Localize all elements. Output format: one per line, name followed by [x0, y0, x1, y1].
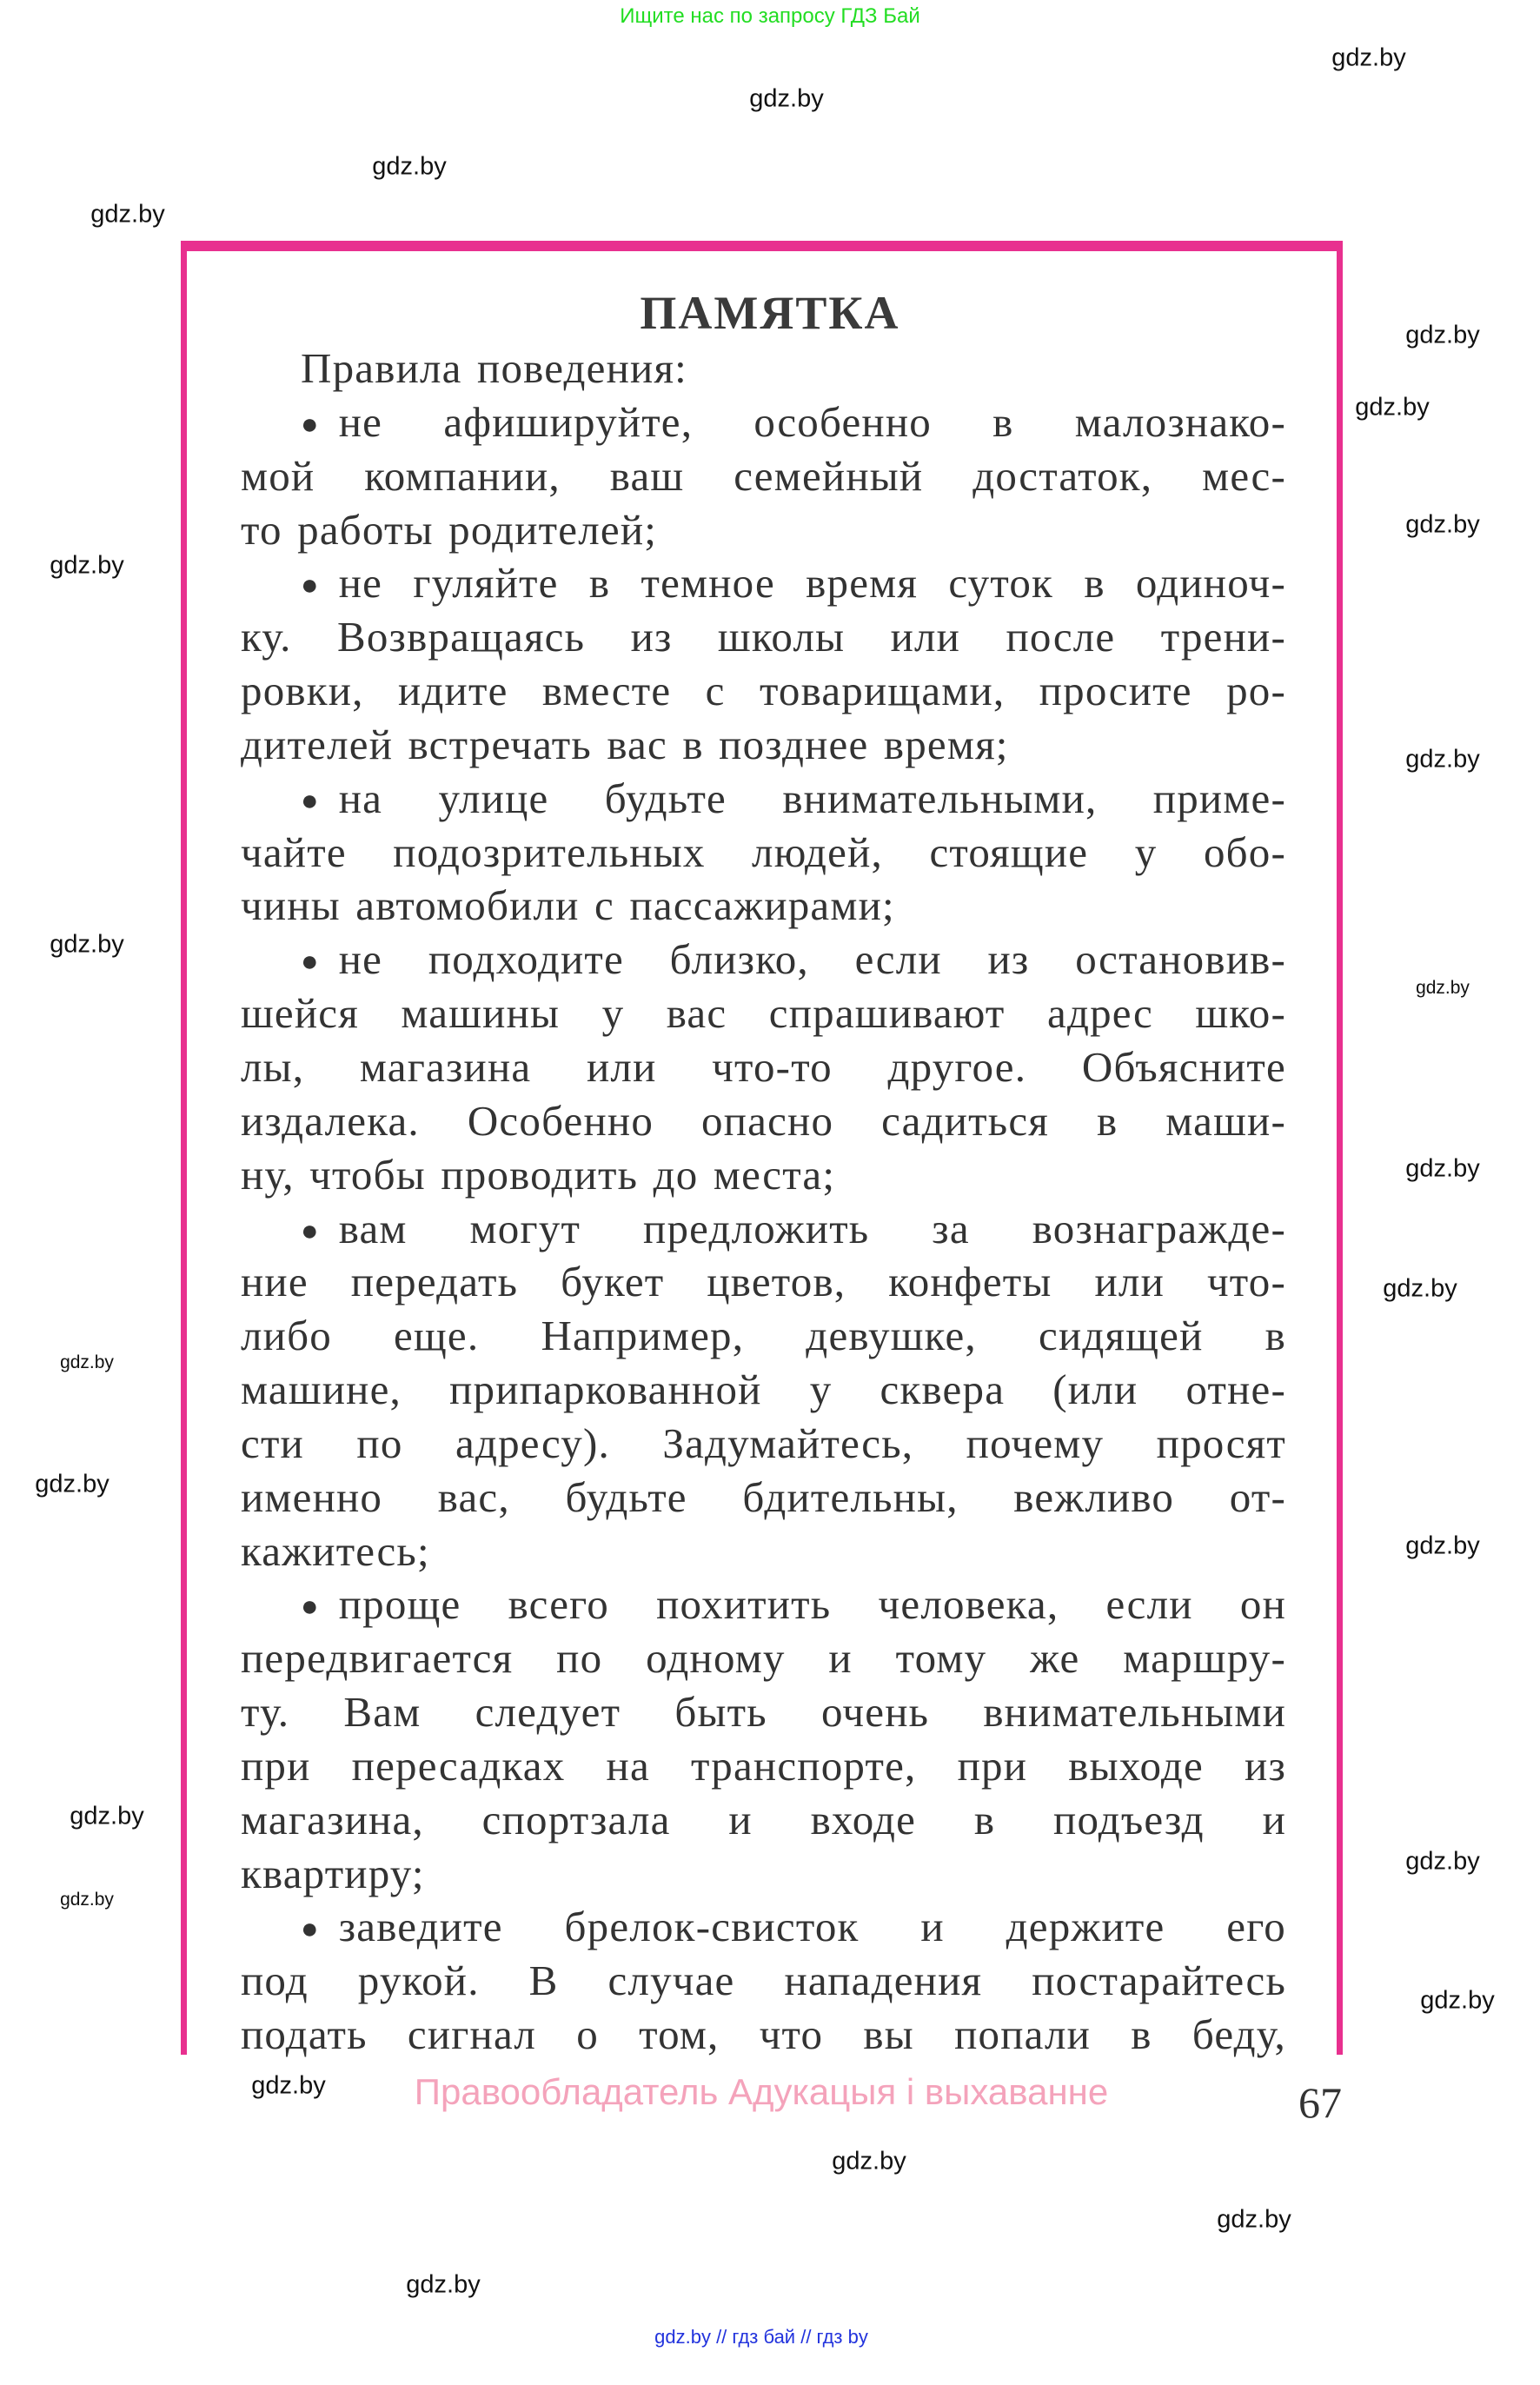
line-text: ту. Вам следует быть очень внимательными — [241, 1688, 1286, 1737]
text-line — [241, 718, 1286, 772]
watermark: gdz.by — [1416, 978, 1470, 998]
watermark: gdz.by — [50, 551, 124, 580]
bullet-item — [241, 933, 1286, 1201]
watermark: gdz.by — [406, 2270, 481, 2299]
line-text: при пересадках на транспорте, при выходе из — [241, 1741, 1286, 1790]
text-line — [241, 772, 1286, 826]
line-text: квартиру; — [241, 1849, 425, 1897]
watermark: gdz.by — [1217, 2205, 1291, 2234]
text-line — [241, 1954, 1286, 2008]
line-text: на улице будьте внимательными, приме- — [338, 774, 1286, 822]
text-line — [241, 1900, 1286, 1954]
text-line — [241, 556, 1286, 610]
footer-links[interactable]: gdz.by // гдз бай // гдз by — [654, 2326, 868, 2348]
bullet-item — [241, 1578, 1286, 1900]
line-text: не подходите близко, если из остановив- — [338, 935, 1286, 984]
line-text: чины автомобили с пассажирами; — [241, 881, 895, 930]
text-line — [241, 1255, 1286, 1309]
intro-line — [241, 342, 1286, 395]
text-line — [241, 449, 1286, 503]
line-text: либо еще. Например, девушке, сидящей в — [241, 1312, 1286, 1360]
watermark: gdz.by — [70, 1802, 144, 1830]
line-text: издалека. Особенно опасно садиться в маши- — [241, 1096, 1286, 1145]
line-text: ну, чтобы проводить до места; — [241, 1150, 836, 1199]
page-title: ПАМЯТКА — [640, 287, 900, 339]
bullet-icon: ● — [301, 946, 320, 979]
watermark: gdz.by — [60, 1890, 114, 1910]
copyright-notice: Правообладатель Адукацыя і выхаванне — [414, 2071, 1109, 2112]
line-text: проще всего похитить человека, если он — [338, 1580, 1286, 1629]
watermark: gdz.by — [90, 200, 165, 229]
text-line — [241, 1040, 1286, 1094]
text-line — [241, 1202, 1286, 1256]
line-text: дителей встречать вас в позднее время; — [241, 720, 1009, 768]
text-line — [241, 1578, 1286, 1631]
text-line — [241, 1417, 1286, 1471]
text-line — [241, 2008, 1286, 2062]
line-text: не афишируйте, особенно в малознако- — [338, 397, 1286, 446]
line-text: машине, припаркованной у сквера (или отне- — [241, 1365, 1286, 1414]
watermark: gdz.by — [1405, 321, 1480, 349]
line-text: ние передать букет цветов, конфеты или что- — [241, 1258, 1286, 1306]
watermark: gdz.by — [1405, 1531, 1480, 1560]
text-line — [241, 1094, 1286, 1148]
text-line — [241, 610, 1286, 664]
text-line — [241, 1685, 1286, 1739]
text-line — [241, 987, 1286, 1040]
text-line — [241, 664, 1286, 718]
bullet-item — [241, 395, 1286, 557]
bullet-icon: ● — [301, 1913, 320, 1946]
bullet-item — [241, 556, 1286, 771]
watermark: gdz.by — [50, 930, 124, 959]
line-text: именно вас, будьте бдительны, вежливо от- — [241, 1472, 1286, 1521]
line-text: ровки, идите вместе с товарищами, просите ро- — [241, 667, 1286, 715]
watermark: gdz.by — [1405, 510, 1480, 539]
search-hint: Ищите нас по запросу ГДЗ Бай — [620, 4, 920, 28]
watermark: gdz.by — [35, 1470, 110, 1498]
line-text: шейся машины у вас спрашивают адрес шко- — [241, 989, 1286, 1038]
line-text: заведите брелок-свисток и держите его — [338, 1903, 1286, 1951]
bullet-item — [241, 1900, 1286, 2062]
text-line — [241, 1739, 1286, 1793]
line-text: то работы родителей; — [241, 505, 658, 554]
line-text: ку. Возвращаясь из школы или после трени- — [241, 613, 1286, 661]
watermark: gdz.by — [251, 2071, 326, 2100]
text-line — [241, 1847, 1286, 1901]
watermark: gdz.by — [1355, 393, 1430, 422]
memo-body — [241, 342, 1286, 2062]
text-line — [241, 395, 1286, 449]
watermark: gdz.by — [1331, 43, 1406, 72]
text-line — [241, 1471, 1286, 1525]
bullet-icon: ● — [301, 784, 320, 817]
line-text: вам могут предложить за вознагражде- — [338, 1204, 1286, 1252]
watermark: gdz.by — [1383, 1274, 1457, 1303]
text-line — [241, 1363, 1286, 1417]
line-text: подать сигнал о том, что вы попали в беду, — [241, 2010, 1286, 2059]
text-line — [241, 503, 1286, 557]
bullet-icon: ● — [301, 1214, 320, 1247]
line-text: сти по адресу). Задумайтесь, почему просят — [241, 1418, 1286, 1467]
line-text: чайте подозрительных людей, стоящие у обо- — [241, 827, 1286, 876]
watermark: gdz.by — [749, 84, 824, 113]
text-line — [241, 1525, 1286, 1578]
watermark: gdz.by — [60, 1352, 114, 1372]
text-line — [241, 933, 1286, 987]
text-line — [241, 1631, 1286, 1685]
text-line — [241, 342, 1286, 395]
line-text: мой компании, ваш семейный достаток, мес- — [241, 451, 1286, 500]
line-text: не гуляйте в темное время суток в одиноч- — [338, 559, 1286, 608]
watermark: gdz.by — [1405, 1154, 1480, 1183]
watermark: gdz.by — [1405, 745, 1480, 774]
text-line — [241, 1309, 1286, 1363]
text-line — [241, 1793, 1286, 1847]
line-text: лы, магазина или что-то другое. Объясните — [241, 1042, 1286, 1091]
watermark: gdz.by — [1420, 1986, 1495, 2015]
watermark: gdz.by — [832, 2147, 906, 2176]
watermark: gdz.by — [372, 152, 447, 181]
bullet-item — [241, 772, 1286, 933]
page-number: 67 — [1298, 2078, 1342, 2127]
text-line — [241, 826, 1286, 880]
line-text: магазина, спортзала и входе в подъезд и — [241, 1795, 1286, 1844]
line-text: под рукой. В случае нападения постарайтесь — [241, 1956, 1286, 2005]
line-text: передвигается по одному и тому же маршру- — [241, 1634, 1286, 1683]
bullet-icon: ● — [301, 408, 320, 441]
line-text: Правила поведения: — [301, 344, 687, 392]
line-text: кажитесь; — [241, 1526, 430, 1575]
bullet-item — [241, 1202, 1286, 1578]
text-line — [241, 1148, 1286, 1202]
bullet-icon: ● — [301, 569, 320, 602]
bullet-icon: ● — [301, 1591, 320, 1624]
text-line — [241, 879, 1286, 933]
watermark: gdz.by — [1405, 1847, 1480, 1876]
